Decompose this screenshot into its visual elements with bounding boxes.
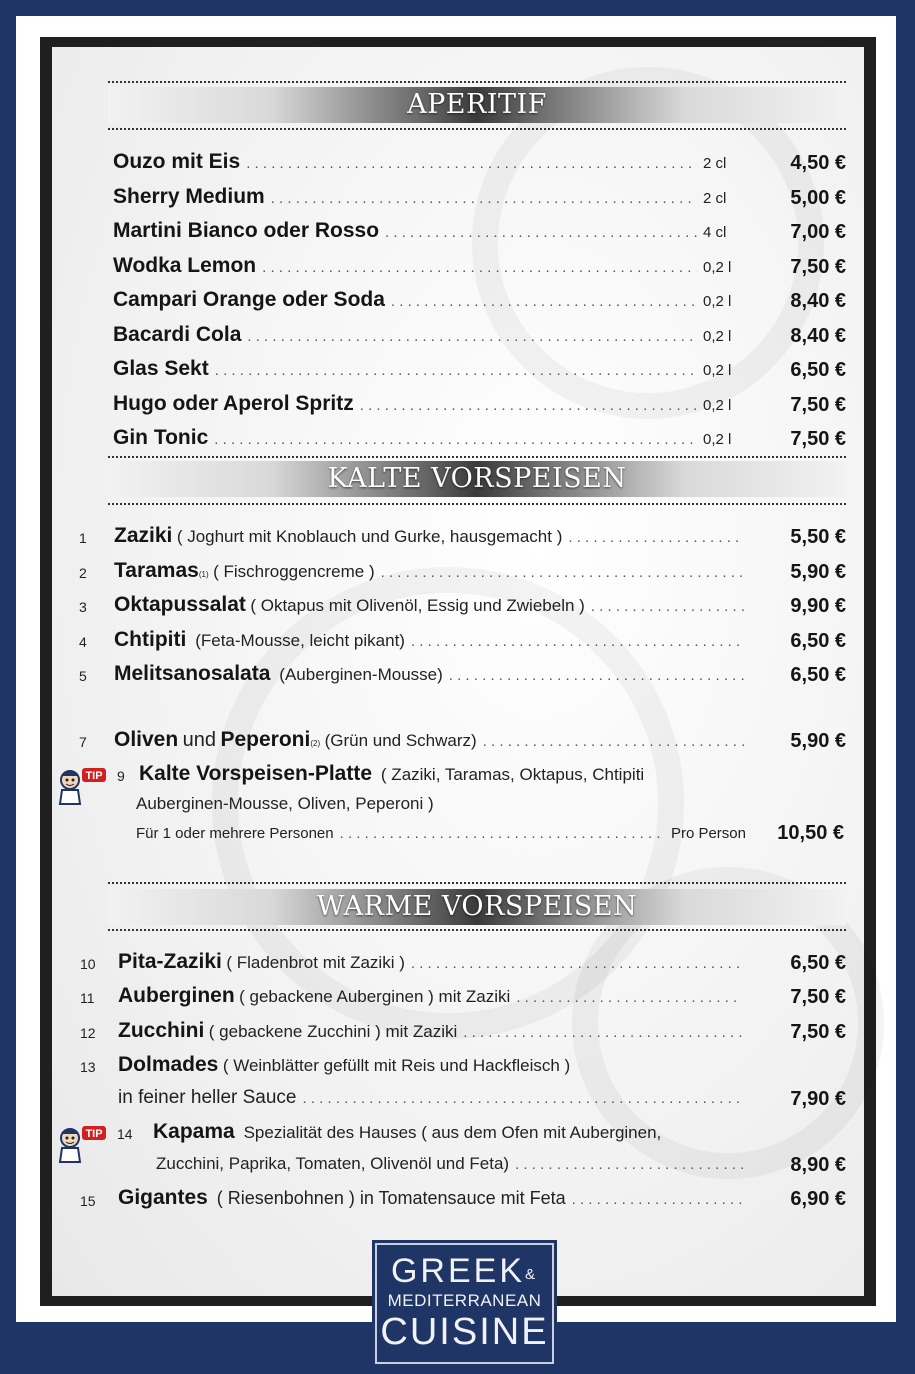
item-price: 4,50 € xyxy=(790,152,846,174)
item-number: 15 xyxy=(80,1193,96,1209)
item-price: 5,50 € xyxy=(790,526,846,548)
item-note-row xyxy=(136,825,746,842)
item-name: Bacardi Cola xyxy=(113,323,242,346)
divider xyxy=(108,882,846,884)
item-number: 5 xyxy=(79,668,87,684)
chef-mascot-icon xyxy=(56,1124,108,1164)
restaurant-logo xyxy=(375,1243,554,1364)
item-description: ( Fladenbrot mit Zaziki ) xyxy=(226,953,405,972)
item-number: 13 xyxy=(80,1059,96,1075)
item-description: ( gebackene Zucchini ) mit Zaziki xyxy=(208,1022,458,1041)
item-name: Oliven xyxy=(114,728,179,751)
leader-dots xyxy=(411,955,742,972)
item-number: 14 xyxy=(117,1126,133,1142)
item-price: 8,90 € xyxy=(790,1154,846,1176)
item-description: ( Oktapus mit Olivenöl, Essig und Zwiebeln ) xyxy=(250,596,585,615)
logo-line-3: CUISINE xyxy=(380,1311,549,1353)
item-name: Pita-Zaziki xyxy=(118,950,222,973)
leader-dots xyxy=(360,397,697,414)
leader-dots xyxy=(391,293,697,310)
item-name: Auberginen xyxy=(118,984,235,1007)
item-description: ( Zaziki, Taramas, Oktapus, Chtipiti xyxy=(380,765,645,784)
item-name: Glas Sekt xyxy=(113,357,209,380)
menu-item xyxy=(113,426,753,450)
item-note: Für 1 oder mehrere Personen xyxy=(136,825,334,842)
item-price: 5,90 € xyxy=(790,561,846,583)
item-volume: 4 cl xyxy=(703,224,727,241)
divider xyxy=(108,503,846,505)
menu-item xyxy=(118,984,748,1008)
menu-item xyxy=(113,219,753,243)
menu-item xyxy=(114,728,750,752)
menu-item xyxy=(114,559,750,583)
leader-dots xyxy=(516,989,742,1006)
leader-dots xyxy=(246,155,697,172)
item-price: 6,50 € xyxy=(790,630,846,652)
leader-dots xyxy=(463,1024,742,1041)
item-price: 7,50 € xyxy=(790,256,846,278)
menu-item xyxy=(118,1186,750,1210)
item-name: Dolmades xyxy=(118,1053,219,1076)
leader-dots xyxy=(214,431,697,448)
item-price: 6,50 € xyxy=(790,952,846,974)
menu-item xyxy=(139,762,644,786)
item-description: Spezialität des Hauses ( aus dem Ofen mit Auberginen, xyxy=(243,1123,662,1142)
leader-dots xyxy=(572,1191,744,1208)
item-price: 6,50 € xyxy=(790,664,846,686)
logo-word-greek: GREEK xyxy=(390,1252,526,1290)
menu-item xyxy=(113,150,753,174)
item-number: 9 xyxy=(117,768,125,784)
leader-dots xyxy=(303,1090,743,1107)
tip-badge xyxy=(56,766,108,806)
item-price: 7,50 € xyxy=(790,394,846,416)
item-description: Auberginen-Mousse, Oliven, Peperoni ) xyxy=(136,794,434,813)
menu-item xyxy=(114,662,750,686)
item-name: Zucchini xyxy=(118,1019,205,1042)
item-price: 5,90 € xyxy=(790,730,846,752)
item-name: Wodka Lemon xyxy=(113,254,257,277)
menu-item xyxy=(113,357,753,381)
menu-item xyxy=(114,593,750,617)
item-name: Campari Orange oder Soda xyxy=(113,288,385,311)
item-name: Sherry Medium xyxy=(113,185,265,208)
menu-item xyxy=(118,950,748,974)
item-description: ( gebackene Auberginen ) mit Zaziki xyxy=(239,987,511,1006)
menu-item xyxy=(113,323,753,347)
item-description: Zucchini, Paprika, Tomaten, Olivenöl und Feta) xyxy=(156,1154,510,1173)
menu-item xyxy=(114,524,750,548)
item-name: Gigantes xyxy=(118,1186,208,1209)
item-description: ( Joghurt mit Knoblauch und Gurke, hausgemacht ) xyxy=(176,527,563,546)
item-number: 7 xyxy=(79,734,87,750)
leader-dots xyxy=(591,598,744,615)
item-price: 7,00 € xyxy=(790,221,846,243)
menu-item xyxy=(118,1053,570,1077)
allergen-note: (1) xyxy=(198,570,209,579)
logo-line-1 xyxy=(377,1251,552,1291)
item-number: 4 xyxy=(79,634,87,650)
leader-dots xyxy=(381,564,744,581)
item-price: 5,00 € xyxy=(790,187,846,209)
leader-dots xyxy=(411,633,744,650)
item-name: Zaziki xyxy=(114,524,173,547)
menu-item xyxy=(153,1120,661,1144)
item-name: Kapama xyxy=(153,1120,235,1143)
item-description: (Grün und Schwarz) xyxy=(324,731,477,750)
item-price: 7,50 € xyxy=(790,986,846,1008)
item-price: 8,40 € xyxy=(790,290,846,312)
item-name: Kalte Vorspeisen-Platte xyxy=(139,762,373,785)
divider xyxy=(108,456,846,458)
tip-label: TIP xyxy=(85,1128,103,1140)
leader-dots xyxy=(262,259,697,276)
item-name: Ouzo mit Eis xyxy=(113,150,241,173)
item-number: 1 xyxy=(79,530,87,546)
item-description: in feiner heller Sauce xyxy=(118,1087,297,1108)
item-name: Oktapussalat xyxy=(114,593,246,616)
item-volume: 0,2 l xyxy=(703,293,732,310)
divider xyxy=(108,128,846,130)
leader-dots xyxy=(247,328,697,345)
section-header-aperitif: APERITIF xyxy=(108,87,846,123)
section-header-kalte-vorspeisen: KALTE VORSPEISEN xyxy=(108,461,846,497)
menu-item xyxy=(114,628,750,652)
item-price: 6,50 € xyxy=(790,359,846,381)
item-description-continued xyxy=(156,1154,750,1174)
divider xyxy=(108,81,846,83)
logo-ampersand: & xyxy=(525,1266,539,1283)
menu-item xyxy=(113,392,753,416)
item-description: ( Fischroggencreme ) xyxy=(213,562,375,581)
leader-dots xyxy=(449,667,744,684)
item-name: Gin Tonic xyxy=(113,426,209,449)
item-price: 8,40 € xyxy=(790,325,846,347)
item-price: 9,90 € xyxy=(790,595,846,617)
tip-label: TIP xyxy=(85,770,103,782)
item-number: 11 xyxy=(80,990,95,1006)
divider xyxy=(108,929,846,931)
leader-dots xyxy=(215,362,697,379)
item-price: 10,50 € xyxy=(777,822,844,844)
item-number: 12 xyxy=(80,1025,96,1041)
item-description: (Auberginen-Mousse) xyxy=(279,665,443,684)
item-number: 3 xyxy=(79,599,87,615)
item-price: 7,50 € xyxy=(790,1021,846,1043)
item-number: 10 xyxy=(80,956,96,972)
menu-item xyxy=(118,1019,748,1043)
item-name: Peperoni xyxy=(220,728,311,751)
item-volume: 2 cl xyxy=(703,190,727,207)
item-volume: 0,2 l xyxy=(703,397,732,414)
item-description: (Feta-Mousse, leicht pikant) xyxy=(195,631,405,650)
item-description-continued xyxy=(118,1087,748,1109)
item-volume: 0,2 l xyxy=(703,362,732,379)
chef-mascot-icon xyxy=(56,766,108,806)
leader-dots xyxy=(483,733,744,750)
menu-item xyxy=(113,185,753,209)
section-header-warme-vorspeisen: WARME VORSPEISEN xyxy=(108,889,846,925)
allergen-note: (2) xyxy=(310,739,321,748)
item-name: Martini Bianco oder Rosso xyxy=(113,219,380,242)
menu-item xyxy=(113,254,753,278)
leader-dots xyxy=(340,825,665,842)
leader-dots xyxy=(271,190,697,207)
item-price: 7,90 € xyxy=(790,1088,846,1110)
item-name: Melitsanosalata xyxy=(114,662,271,685)
item-volume: 0,2 l xyxy=(703,328,732,345)
logo-line-2: MEDITERRANEAN xyxy=(387,1291,542,1310)
leader-dots xyxy=(568,529,744,546)
item-unit: Pro Person xyxy=(670,825,746,842)
item-description-continued xyxy=(136,794,434,814)
leader-dots xyxy=(385,224,697,241)
item-conjunction: und xyxy=(182,729,217,751)
item-price: 6,90 € xyxy=(790,1188,846,1210)
item-volume: 0,2 l xyxy=(703,431,732,448)
item-name: Hugo oder Aperol Spritz xyxy=(113,392,354,415)
menu-item xyxy=(113,288,753,312)
leader-dots xyxy=(515,1156,744,1173)
item-name: Taramas xyxy=(114,559,199,582)
item-number: 2 xyxy=(79,565,87,581)
item-description: ( Weinblätter gefüllt mit Reis und Hackfleisch ) xyxy=(222,1056,571,1075)
item-description: ( Riesenbohnen ) in Tomatensauce mit Feta xyxy=(216,1188,566,1208)
tip-badge xyxy=(56,1124,108,1164)
item-volume: 2 cl xyxy=(703,155,727,172)
item-name: Chtipiti xyxy=(114,628,187,651)
item-volume: 0,2 l xyxy=(703,259,732,276)
item-price: 7,50 € xyxy=(790,428,846,450)
